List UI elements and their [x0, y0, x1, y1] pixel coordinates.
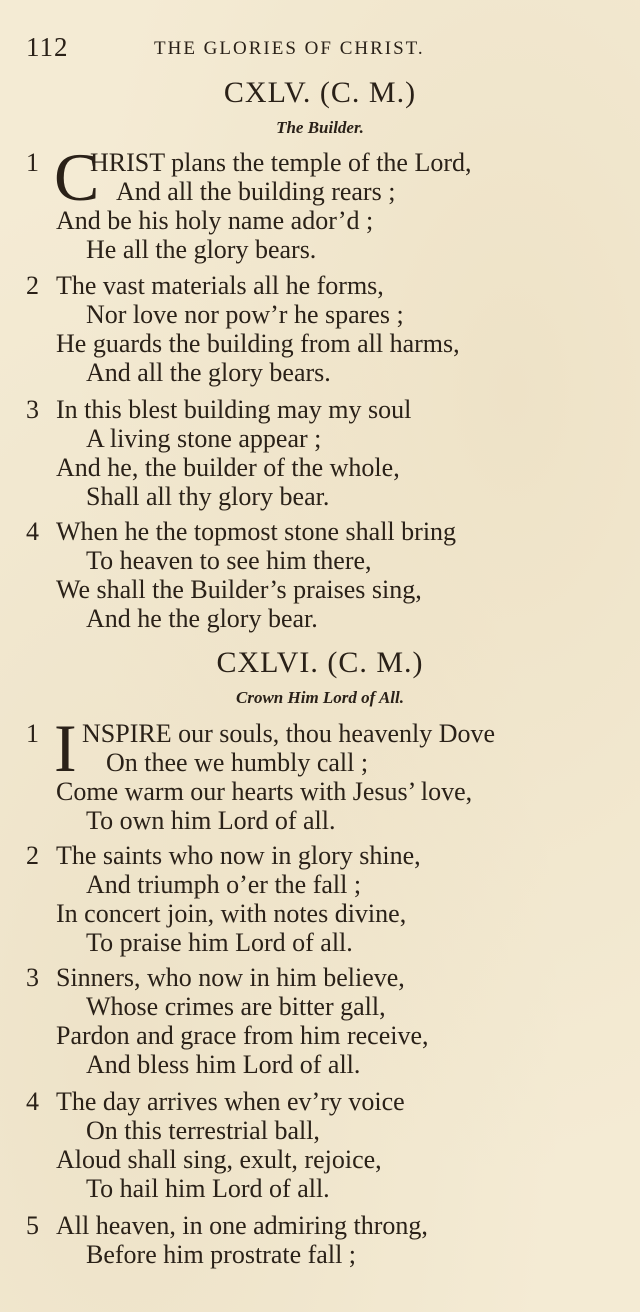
verse-line-text: All heaven, in one admiring throng, — [56, 1211, 428, 1240]
verse-line — [26, 1211, 638, 1240]
verse-line-text: The saints who now in glory shine, — [56, 841, 421, 870]
stanza — [26, 710, 638, 835]
verse-line-text: The day arrives when ev’ry voice — [56, 1087, 405, 1116]
verse-line: In concert join, with notes divine, — [56, 899, 407, 928]
stanza-number: 2 — [26, 271, 39, 300]
verse-line: To heaven to see him there, — [86, 546, 372, 575]
verse-line: We shall the Builder’s praises sing, — [56, 575, 422, 604]
hymn-title: CXLV. (C. M.) — [223, 76, 417, 109]
verse-line: Nor love nor pow’r he spares ; — [86, 300, 404, 329]
stanza-number: 3 — [26, 963, 39, 992]
verse-line: And he, the builder of the whole, — [56, 453, 400, 482]
stanza — [26, 963, 638, 1079]
stanza-number: 3 — [26, 395, 39, 424]
stanza-number: 4 — [26, 517, 39, 546]
stanza — [26, 139, 638, 264]
verse-line — [26, 271, 638, 300]
verse-line-text: When he the topmost stone shall bring — [56, 517, 457, 546]
verse-line: And be his holy name ador’d ; — [56, 206, 374, 235]
verse-line: And all the building rears ; — [116, 177, 396, 206]
verse-line: To own him Lord of all. — [86, 806, 336, 835]
verse-line: Pardon and grace from him receive, — [56, 1021, 429, 1050]
verse-line: And all the glory bears. — [86, 358, 331, 387]
verse-line — [26, 395, 638, 424]
verse-line: Shall all thy glory bear. — [86, 482, 330, 511]
verse-line: And bless him Lord of all. — [86, 1050, 361, 1079]
stanza — [26, 841, 638, 957]
verse-line: To hail him Lord of all. — [86, 1174, 330, 1203]
stanza-number: 4 — [26, 1087, 39, 1116]
drop-cap: C — [54, 139, 100, 215]
verse-line-text: Sinners, who now in him believe, — [56, 963, 405, 992]
stanza — [26, 1087, 638, 1203]
verse-line: Before him prostrate fall ; — [86, 1240, 357, 1269]
stanza — [26, 395, 638, 511]
page-number: 112 — [26, 32, 69, 62]
verse-line-text: The vast materials all he forms, — [56, 271, 384, 300]
page-header — [26, 30, 620, 70]
running-head: THE GLORIES OF CHRIST. — [154, 38, 425, 59]
stanza — [26, 1211, 638, 1269]
stanza — [26, 271, 638, 387]
stanza-number: 2 — [26, 841, 39, 870]
verse-line — [26, 1087, 638, 1116]
verse-line: Whose crimes are bitter gall, — [86, 992, 386, 1021]
hymn-subtitle: Crown Him Lord of All. — [236, 688, 404, 707]
hymn-subtitle: The Builder. — [276, 118, 364, 137]
drop-cap: I — [54, 710, 77, 786]
verse-line: And triumph o’er the fall ; — [86, 870, 362, 899]
verse-line: To praise him Lord of all. — [86, 928, 353, 957]
stanza-number: 1 — [26, 719, 39, 748]
verse-line — [26, 841, 638, 870]
verse-line: On this terrestrial ball, — [86, 1116, 320, 1145]
verse-line — [26, 963, 638, 992]
verse-line: And he the glory bear. — [86, 604, 318, 633]
verse-line: A living stone appear ; — [86, 424, 322, 453]
verse-line: He guards the building from all harms, — [56, 329, 460, 358]
verse-line: He all the glory bears. — [86, 235, 317, 264]
hymn-title: CXLVI. (C. M.) — [216, 646, 424, 679]
verse-line-text: HRIST plans the temple of the Lord, — [90, 148, 472, 177]
verse-line — [26, 517, 638, 546]
stanza-number: 5 — [26, 1211, 39, 1240]
verse-line: On thee we humbly call ; — [106, 748, 369, 777]
stanza — [26, 517, 638, 633]
verse-line-text: NSPIRE our souls, thou heavenly Dove — [82, 719, 496, 748]
stanza-number: 1 — [26, 148, 39, 177]
verse-line: Aloud shall sing, exult, rejoice, — [56, 1145, 382, 1174]
verse-line: Come warm our hearts with Jesus’ love, — [56, 777, 473, 806]
verse-line-text: In this blest building may my soul — [56, 395, 412, 424]
